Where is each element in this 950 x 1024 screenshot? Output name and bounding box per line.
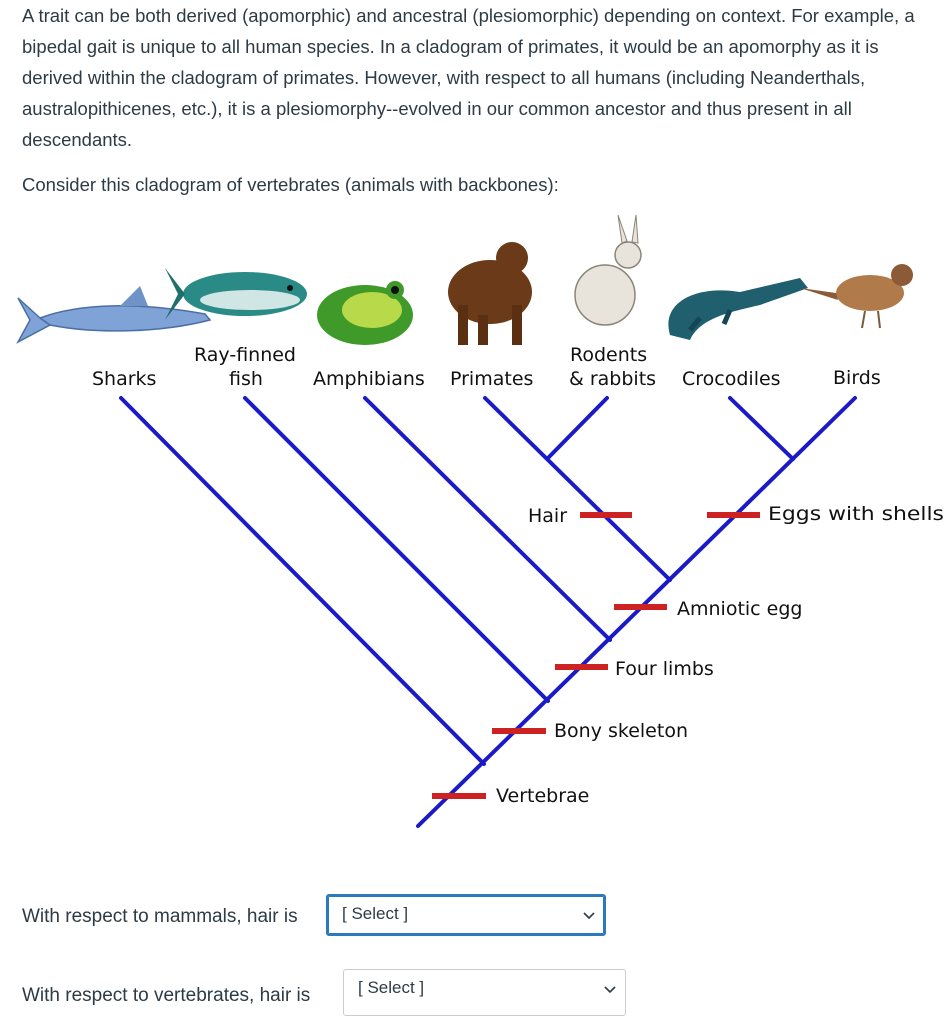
frog-icon — [317, 281, 413, 345]
question-2-prompt: With respect to vertebrates, hair is — [22, 985, 311, 1006]
taxon-label-primates: Primates — [450, 368, 534, 390]
rabbit-icon — [575, 215, 641, 325]
question-1-select-value: [ Select ] — [342, 904, 409, 923]
trait-label-eggs-with-shells: Eggs with shells — [768, 503, 944, 525]
chimpanzee-icon — [448, 242, 532, 345]
vertebrate-cladogram — [0, 205, 950, 845]
consider-paragraph: Consider this cladogram of vertebrates (animals with backbones): — [22, 174, 559, 195]
question-1-select[interactable] — [326, 894, 606, 936]
taxon-label-rabbits: & rabbits — [569, 368, 657, 390]
taxon-label-birds: Birds — [833, 367, 881, 389]
branch-rodents — [548, 398, 607, 458]
crocodile-icon — [668, 278, 808, 340]
trait-label-four-limbs: Four limbs — [615, 658, 714, 680]
taxon-label-rodents: Rodents — [570, 344, 648, 366]
question-1-prompt: With respect to mammals, hair is — [22, 906, 298, 927]
trait-label-bony-skeleton: Bony skeleton — [554, 720, 688, 742]
taxon-label-crocodiles: Crocodiles — [682, 368, 781, 390]
taxon-label-fish: fish — [229, 368, 263, 390]
chevron-down-icon — [603, 982, 617, 996]
trait-label-vertebrae: Vertebrae — [496, 785, 590, 807]
question-2-select-value: [ Select ] — [358, 978, 425, 997]
taxon-label-amphibians: Amphibians — [313, 368, 425, 390]
sparrow-icon — [800, 264, 913, 328]
taxon-label-sharks: Sharks — [92, 368, 157, 390]
branch-rayfinned-fish — [245, 398, 548, 701]
trait-label-amniotic-egg: Amniotic egg — [677, 598, 803, 620]
intro-paragraph: A trait can be both derived (apomorphic) and ancestral (plesiomorphic) depending on context. For example, a bipedal gait is unique to all human species. In a cladogram of primates, it would be an apomorphy as it is derived within the cladogram of primates. However, with respect to all humans (including Neanderthals, australopithicenes, etc.), it is a plesiomorphy--evolved in our common ancestor and thus present in all descendants. — [22, 5, 915, 150]
chevron-down-icon — [582, 908, 596, 922]
taxon-label-rayfinned: Ray-finned — [194, 344, 296, 366]
branch-crocodiles — [730, 398, 793, 459]
question-2-select[interactable] — [343, 969, 626, 1016]
trait-label-hair: Hair — [528, 505, 568, 527]
trait-marks — [432, 515, 760, 796]
